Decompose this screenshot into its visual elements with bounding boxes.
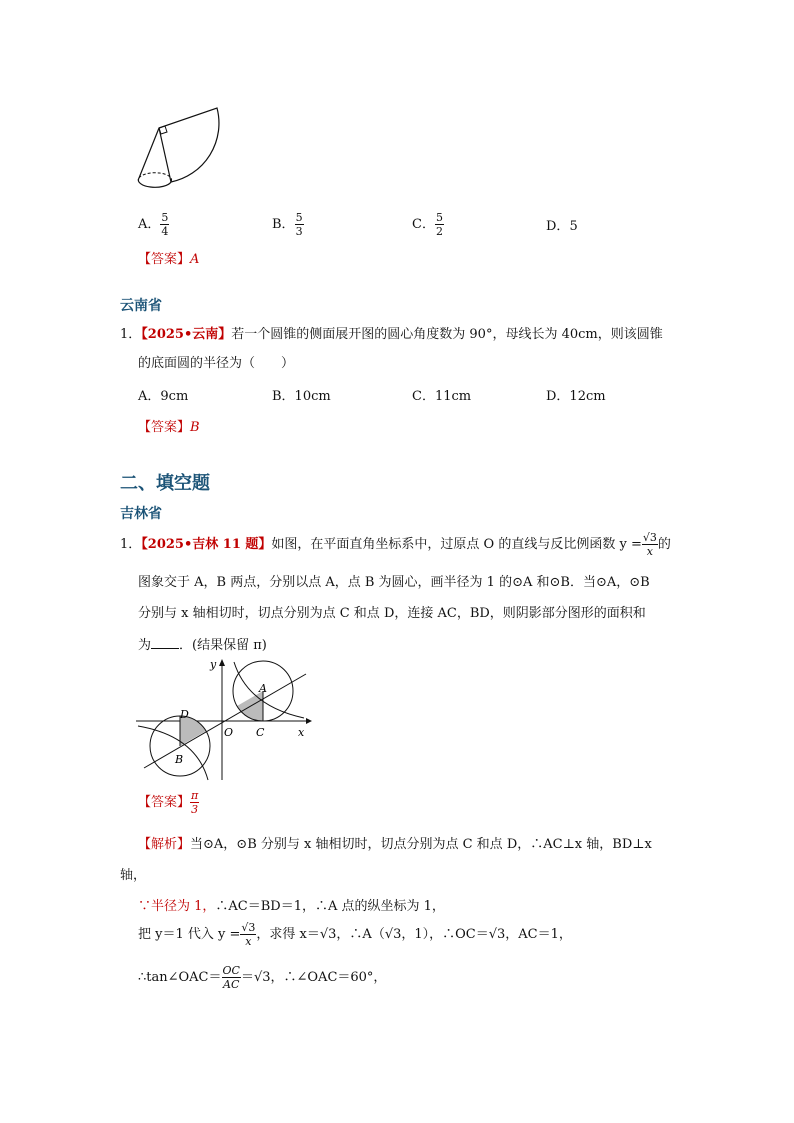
section-title: 二、填空题 [120, 473, 210, 494]
yunnan-question-line1: 1．【2025•云南】若一个圆锥的侧面展开图的圆心角度数为 90°，母线长为 40cm，则该圆锥 [120, 327, 663, 342]
solution-line2: 轴， [120, 868, 147, 883]
answer-prev: 【答案】A [138, 252, 200, 267]
yunnan-question-line2: 的底面圆的半径为（ ） [138, 356, 295, 371]
option-a: A． $\frac{5}{4}$ [138, 211, 169, 238]
label-d: D [180, 708, 189, 721]
option-c: C． $\frac{5}{2}$ [412, 211, 443, 238]
label-x: x [298, 726, 305, 739]
solution-line4: 把 y＝1 代入 y = $\frac{√3}{x}$ ，求得 x＝√3，∴A（√3，1），∴OC＝√3，AC＝1， [138, 921, 572, 948]
answer-blank [151, 636, 179, 649]
jilin-question-line4: 为 ．(结果保留 π) [138, 638, 267, 653]
label-y: y [210, 658, 217, 671]
solution-line1: 【解析】当⊙A，⊙B 分别与 x 轴相切时，切点分别为点 C 和点 D，∴AC⊥x 轴，BD⊥x [138, 837, 652, 852]
province-yunnan: 云南省 [120, 298, 162, 314]
option-b: B． $\frac{5}{3}$ [272, 211, 303, 238]
label-c: C [256, 726, 265, 739]
coordinate-figure [136, 656, 314, 782]
cone-figure [135, 104, 225, 194]
answer-yunnan: 【答案】B [138, 420, 200, 435]
yunnan-option-b: B．10cm [272, 389, 331, 404]
yunnan-option-c: C．11cm [412, 389, 472, 404]
jilin-question-line2: 图象交于 A，B 两点，分别以点 A，点 B 为圆心，画半径为 1 的⊙A 和⊙B．当⊙A，⊙B [138, 575, 650, 590]
jilin-question-line3: 分别与 x 轴相切时，切点分别为点 C 和点 D，连接 AC，BD，则阴影部分图形的面积和 [138, 606, 646, 621]
label-o: O [224, 726, 234, 739]
yunnan-option-d: D．12cm [546, 389, 606, 404]
solution-line5: ∴tan∠OAC＝ $\frac{OC}{AC}$ ＝√3，∴∠OAC＝60°， [138, 964, 387, 991]
option-d: D．5 [546, 219, 578, 234]
jilin-question-line1: 1．【2025•吉林 11 题】如图，在平面直角坐标系中，过原点 O 的直线与反比例函数 y = $\frac{√3}{x}$ 的 [120, 531, 671, 558]
province-jilin: 吉林省 [120, 506, 162, 522]
yunnan-option-a: A．9cm [138, 389, 189, 404]
label-a: A [259, 682, 267, 695]
label-b: B [175, 753, 184, 766]
solution-line3: ∵半径为 1，∴AC＝BD＝1，∴A 点的纵坐标为 1， [138, 899, 445, 914]
answer-jilin: 【答案】 $\frac{\pi}{3}$ [138, 789, 199, 816]
